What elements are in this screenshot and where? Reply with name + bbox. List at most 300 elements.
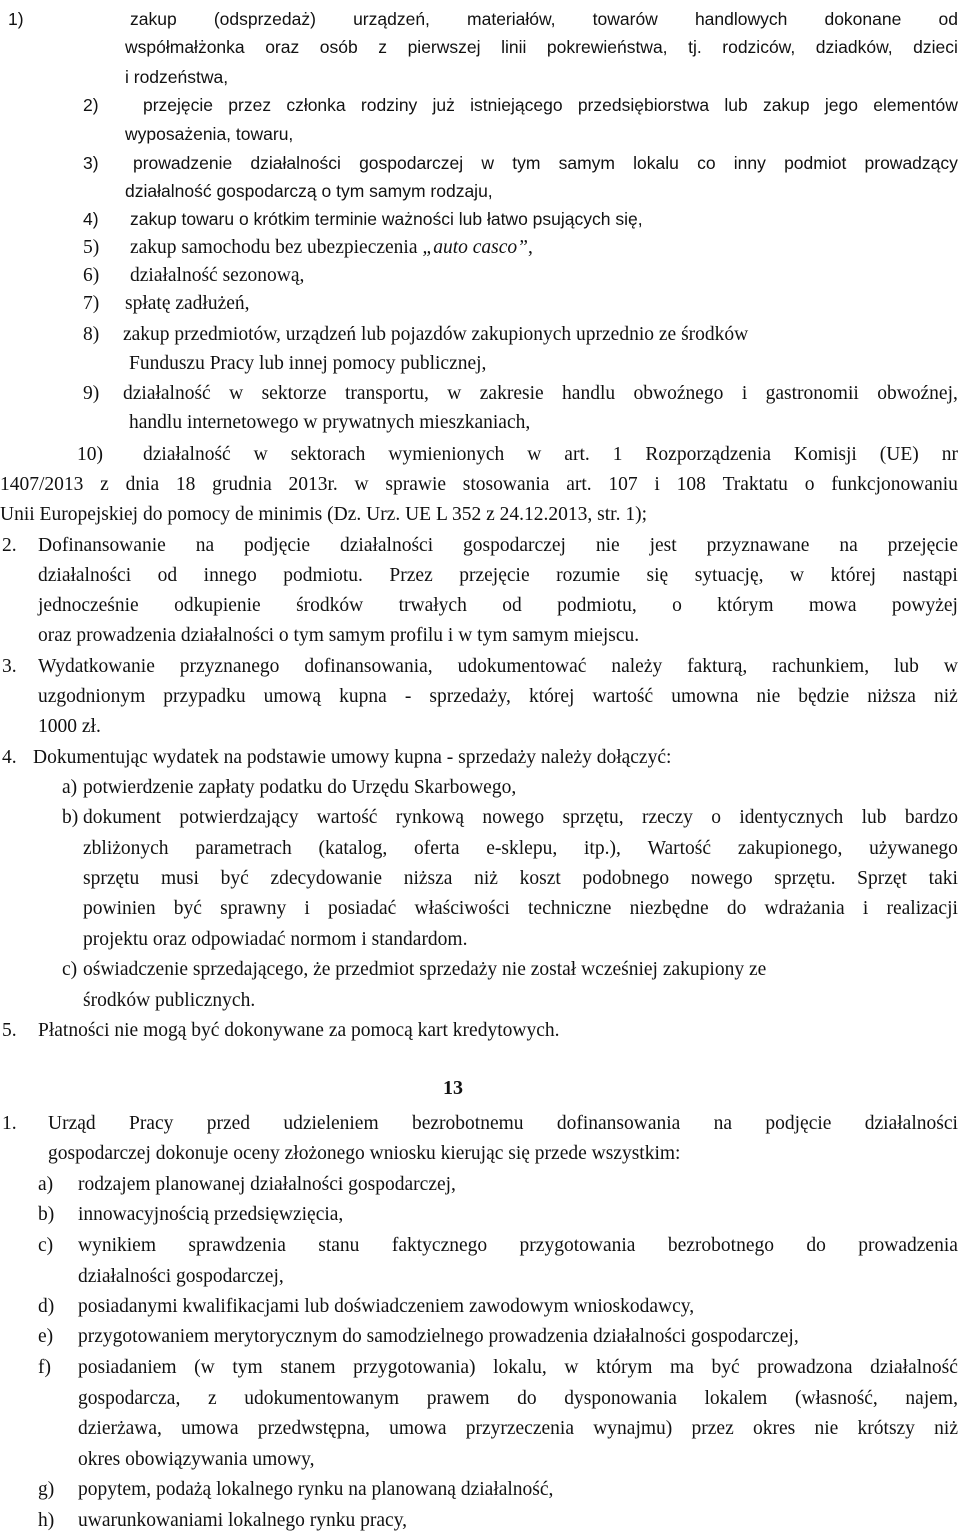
word: lokalu (633, 153, 679, 173)
word: w (564, 1357, 579, 1378)
word: ma (670, 1357, 694, 1378)
criterion-label: b) (38, 1204, 55, 1225)
word: wartość (592, 686, 654, 707)
word: dysponowania (564, 1388, 677, 1409)
word: przyznawane (706, 535, 810, 556)
subpoint-line (83, 803, 958, 833)
list-item-line: zakup towaru o krótkim terminie ważności lub łatwo psujących się, (130, 209, 643, 229)
word: zakresie (479, 383, 544, 404)
word: przyrzeczenia (465, 1418, 574, 1439)
word: 107 (608, 474, 638, 495)
word: nie (814, 1418, 839, 1439)
criterion-label: a) (38, 1174, 54, 1195)
word: o (672, 595, 682, 616)
word: samym (558, 153, 615, 173)
word: pierwszej (407, 37, 481, 57)
word: obwoźnego (633, 383, 724, 404)
word: (odsprzedaż) (213, 9, 316, 29)
criterion-line: działalności gospodarczej, (78, 1266, 284, 1287)
word: Dofinansowanie (38, 535, 166, 556)
word: współmałżonka (125, 37, 245, 57)
word: realizacji (886, 898, 958, 919)
list-item-line: Funduszu Pracy lub innej pomocy publicznej, (129, 353, 487, 374)
word: od (502, 595, 522, 616)
word: posiadaniem (78, 1357, 177, 1378)
list-item-line (125, 32, 958, 62)
word: prowadzenie (133, 153, 233, 173)
word: inny (733, 153, 766, 173)
word: (katalog, (318, 838, 388, 859)
subpoint-line (83, 894, 958, 924)
word: w (447, 383, 462, 404)
criterion-line (78, 1414, 958, 1444)
word: przejęcie (459, 565, 530, 586)
word: której (830, 565, 877, 586)
word: musi (161, 868, 199, 889)
word: gastronomii (765, 383, 859, 404)
word: dziadków, (815, 37, 893, 57)
word: w (229, 383, 244, 404)
word: do (806, 1235, 826, 1256)
word: taki (928, 868, 958, 889)
word: dzieci (913, 37, 958, 57)
word: wartość (316, 807, 378, 828)
word: być (711, 1357, 740, 1378)
word: sprzętu, (562, 807, 624, 828)
list-item-line: handlu internetowego w prywatnych mieszkaniach, (129, 412, 531, 433)
point-line: gospodarczej dokonuje oceny złożonego wniosku kierując się przede wszystkim: (48, 1143, 681, 1164)
word: zakup (762, 95, 810, 115)
criterion-label: d) (38, 1296, 55, 1317)
word: Przez (389, 565, 433, 586)
list-item-line (130, 233, 533, 263)
point-line (38, 591, 958, 621)
word: towarów (592, 9, 658, 29)
word: na (839, 535, 858, 556)
word: nastąpi (902, 565, 958, 586)
word: gospodarczej (359, 153, 464, 173)
word: co (697, 153, 716, 173)
criterion-line: posiadanymi kwalifikacjami lub doświadczeniem zawodowym wnioskodawcy, (78, 1296, 695, 1317)
word: dofinansowania, (304, 656, 433, 677)
word: rzeczy (642, 807, 693, 828)
subpoint-line: projektu oraz odpowiadać normom i standardom. (83, 929, 468, 950)
word: jest (649, 535, 677, 556)
word: przedsiębiorstwa (577, 95, 710, 115)
word: z (378, 37, 388, 57)
word: o (804, 474, 815, 495)
subpoint-line: oświadczenie sprzedającego, że przedmiot sprzedaży nie został wcześniej zakupiony ze (83, 959, 767, 980)
point-line: 1000 zł. (38, 716, 101, 737)
section-heading: 13 (443, 1077, 463, 1099)
word: powyżej (891, 595, 958, 616)
list-item-number: 2) (83, 95, 99, 115)
word: transportu, (344, 383, 429, 404)
list-item-number: 9) (83, 383, 100, 404)
point-line: Płatności nie mogą być dokonywane za pomocą kart kredytowych. (38, 1020, 560, 1041)
word: środków (296, 595, 364, 616)
word: niższa (403, 868, 453, 889)
word: członka (286, 95, 346, 115)
list-item-line (130, 4, 958, 34)
word: przez (691, 1418, 734, 1439)
word: na (713, 1113, 733, 1134)
word: nie (595, 535, 620, 556)
word: kupna (339, 686, 387, 707)
word: osób (319, 37, 358, 57)
word: sektorach (290, 444, 366, 465)
word: z (207, 1388, 217, 1409)
point-number: 2. (2, 535, 17, 556)
point-line (38, 652, 958, 682)
word: art. (566, 474, 592, 495)
word: - (404, 686, 412, 707)
word: działalności (864, 1113, 958, 1134)
word: lokalem (704, 1388, 768, 1409)
criterion-line (78, 1384, 958, 1414)
point-line (38, 531, 958, 561)
word: lub (893, 656, 919, 677)
word: umowa (389, 1418, 447, 1439)
subpoint-label: a) (62, 777, 78, 798)
word: obwoźnej, (877, 383, 958, 404)
point-number: 3. (2, 656, 17, 677)
word: techniczne (528, 898, 612, 919)
word: bezrobotnemu (411, 1113, 524, 1134)
word: dokument (83, 807, 161, 828)
word: bardzo (904, 807, 958, 828)
word: handlu (562, 383, 616, 404)
list-item-number: 7) (83, 293, 100, 314)
word: udokumentowanym (244, 1388, 400, 1409)
word: do (726, 898, 747, 919)
word: materiałów, (467, 9, 556, 29)
word: posiadać (328, 898, 397, 919)
word: się (646, 565, 669, 586)
word: elementów (873, 95, 958, 115)
word: przygotowania (519, 1235, 636, 1256)
word: sprzedaży, (429, 686, 511, 707)
word: (UE) (879, 444, 919, 465)
list-item-line: spłatę zadłużeń, (125, 293, 250, 314)
word: o (711, 807, 721, 828)
word: sprawny (220, 898, 287, 919)
word: i (741, 383, 748, 404)
word: trwałych (398, 595, 467, 616)
word: Rozporządzenia (645, 444, 772, 465)
criterion-line: innowacyjnością przedsięwzięcia, (78, 1204, 344, 1225)
word: podmiot (784, 153, 847, 173)
criterion-label: h) (38, 1510, 55, 1531)
word: niezbędne (629, 898, 709, 919)
word: przez (228, 95, 272, 115)
list-item-line (123, 379, 958, 409)
word: mowa (808, 595, 857, 616)
word: itp.), (584, 838, 621, 859)
word: sytuację, (694, 565, 764, 586)
word: najem, (905, 1388, 958, 1409)
word: koszt (519, 868, 561, 889)
word: identycznych (739, 807, 844, 828)
word: Komisji (793, 444, 857, 465)
word: właściwości (414, 898, 510, 919)
word: umową (263, 686, 322, 707)
point-line (38, 682, 958, 712)
word: grudnia (212, 474, 272, 495)
word: w (354, 474, 369, 495)
criterion-line: rodzajem planowanej działalności gospodarczej, (78, 1174, 456, 1195)
word: sprawie (385, 474, 447, 495)
point-line (38, 561, 958, 591)
word: powinien (83, 898, 156, 919)
word: Pracy (128, 1113, 174, 1134)
word: tym (232, 1357, 263, 1378)
word: nowego (482, 807, 545, 828)
word: podobnego (582, 868, 670, 889)
list-item-line (143, 440, 958, 470)
word: Sprzęt (857, 868, 907, 889)
point-number: 4. (2, 747, 17, 768)
word: na (195, 535, 215, 556)
word: rynkową (395, 807, 465, 828)
criterion-label: g) (38, 1479, 55, 1500)
word: przejęcie (143, 95, 214, 115)
word: od (938, 9, 958, 29)
list-item-number: 8) (83, 324, 100, 345)
word: dokonane (824, 9, 902, 29)
word: jego (824, 95, 858, 115)
word: bezrobotnego (667, 1235, 774, 1256)
list-item-line (143, 90, 958, 120)
word: przygotowania) (353, 1357, 476, 1378)
word: udzieleniem (283, 1113, 379, 1134)
word: udokumentować (457, 656, 587, 677)
subpoint-line (83, 834, 958, 864)
word: (własność, (794, 1388, 878, 1409)
word: 18 (175, 474, 196, 495)
word: działalności (340, 535, 434, 556)
word: umowna (671, 686, 739, 707)
word: e-sklepu, (486, 838, 558, 859)
word: od (157, 565, 178, 586)
list-item-line (133, 148, 958, 178)
word: Traktatu (722, 474, 788, 495)
subpoint-label: c) (62, 959, 78, 980)
criterion-label: c) (38, 1235, 54, 1256)
word: w (790, 565, 805, 586)
word: podjęcie (244, 535, 311, 556)
word: w (943, 656, 958, 677)
list-item-text: zakup samochodu bez ubezpieczenia (130, 237, 423, 258)
word: i (654, 474, 660, 495)
word: handlowych (694, 9, 788, 29)
word: istniejącego (470, 95, 563, 115)
word: do (517, 1388, 537, 1409)
word: nie (756, 686, 781, 707)
word: linii (501, 37, 527, 57)
word: sektorze (261, 383, 327, 404)
word: oraz (265, 37, 300, 57)
word: w (527, 444, 542, 465)
word: przed (206, 1113, 251, 1134)
word: prowadzenia (858, 1235, 958, 1256)
word: z (100, 474, 109, 495)
word: 108 (676, 474, 706, 495)
word: zdecydowanie (270, 868, 382, 889)
word: potwierdzający (179, 807, 299, 828)
criterion-label: e) (38, 1326, 54, 1347)
point-line (48, 1109, 958, 1139)
word: w (481, 153, 495, 173)
list-item-number: 1) (8, 9, 24, 29)
word: tj. (688, 37, 702, 57)
word: gospodarcza, (78, 1388, 181, 1409)
word: podmiotu. (283, 565, 363, 586)
word: niż (934, 1418, 958, 1439)
point-number: 5. (2, 1020, 17, 1041)
word: prawem (426, 1388, 490, 1409)
point-line: oraz prowadzenia działalności o tym samym profilu i w tym samym miejscu. (38, 625, 640, 646)
point-line: Dokumentując wydatek na podstawie umowy kupna - sprzedaży należy dołączyć: (33, 747, 672, 768)
word: nr (941, 444, 958, 465)
word: art. (564, 444, 590, 465)
word: przejęcie (887, 535, 958, 556)
word: działalność (143, 444, 231, 465)
word: lub (861, 807, 887, 828)
word: rozumie (556, 565, 621, 586)
list-item-number: 5) (83, 237, 100, 258)
word: zbliżonych (83, 838, 169, 859)
word: być (173, 898, 202, 919)
word: niż (934, 686, 958, 707)
word: przedwstępna, (257, 1418, 370, 1439)
list-item-line (0, 470, 958, 500)
word: pokrewieństwa, (546, 37, 668, 57)
word: stanem (280, 1357, 336, 1378)
word: używanego (869, 838, 958, 859)
word: należy (611, 656, 663, 677)
word: okres (752, 1418, 796, 1439)
list-item-line: i rodzeństwa, (125, 67, 229, 87)
word: wynikiem (78, 1235, 156, 1256)
word: sprzętu. (774, 868, 836, 889)
word: której (528, 686, 575, 707)
word: Wydatkowanie (38, 656, 155, 677)
word: wymienionych (388, 444, 505, 465)
word: którym (717, 595, 774, 616)
word: odkupienie (174, 595, 261, 616)
criterion-line: uwarunkowaniami lokalnego rynku pracy, (78, 1510, 408, 1531)
point-number: 1. (2, 1113, 17, 1134)
word: funkcjonowaniu (831, 474, 958, 495)
word: podmiotu, (557, 595, 637, 616)
word: lokalu, (493, 1357, 547, 1378)
word: przyznanego (179, 656, 280, 677)
word: wdrażania (764, 898, 845, 919)
criterion-line (78, 1353, 958, 1383)
word: i (862, 898, 869, 919)
word: tym (512, 153, 541, 173)
list-item-line: zakup przedmiotów, urządzeń lub pojazdów zakupionych uprzednio ze środków (123, 324, 749, 345)
list-item-line: Unii Europejskiej do pomocy de minimis (Dz. Urz. UE L 352 z 24.12.2013, str. 1); (0, 504, 648, 525)
criterion-line: przygotowaniem merytorycznym do samodzielnego prowadzenia działalności gospodarczej, (78, 1326, 799, 1347)
word: dzierżawa, (78, 1418, 162, 1439)
criterion-line (78, 1231, 958, 1261)
word: 1 (612, 444, 623, 465)
word: być (220, 868, 249, 889)
word: sprzętu (83, 868, 140, 889)
word: wynajmu) (593, 1418, 673, 1439)
word: działalności (250, 153, 341, 173)
word: faktycznego (391, 1235, 488, 1256)
word: zakupionego, (737, 838, 843, 859)
word: w (253, 444, 268, 465)
word: którym (596, 1357, 653, 1378)
word: Wartość (647, 838, 712, 859)
word: działalność (870, 1357, 958, 1378)
criterion-line: popytem, podażą lokalnego rynku na planowaną działalność, (78, 1479, 554, 1500)
word: przypadku (163, 686, 246, 707)
list-item-text: , (528, 237, 533, 258)
word: niż (474, 868, 498, 889)
word: urządzeń, (353, 9, 430, 29)
criterion-line: okres obowiązywania umowy, (78, 1449, 315, 1470)
word: umowa (181, 1418, 239, 1439)
word: rodziców, (722, 37, 796, 57)
word: już (432, 95, 455, 115)
subpoint-line (83, 864, 958, 894)
subpoint-line: środków publicznych. (83, 990, 256, 1011)
word: gospodarczej (463, 535, 566, 556)
word: działalność (123, 383, 211, 404)
word: sprawdzenia (188, 1235, 286, 1256)
word: rodziny (360, 95, 418, 115)
word: Urząd (48, 1113, 96, 1134)
list-item-line: działalność sezonową, (130, 265, 305, 286)
criterion-label: f) (38, 1357, 51, 1378)
word: (w (194, 1357, 215, 1378)
word: 1407/2013 (0, 474, 84, 495)
word: nowego (690, 868, 753, 889)
word: innego (203, 565, 257, 586)
word: prowadzona (757, 1357, 853, 1378)
list-item-number: 6) (83, 265, 100, 286)
list-item-line: wyposażenia, towaru, (125, 124, 294, 144)
list-item-line: działalność gospodarczą o tym samym rodzaju, (125, 181, 493, 201)
word: krótszy (857, 1418, 915, 1439)
word: podjęcie (765, 1113, 832, 1134)
word: stanu (318, 1235, 360, 1256)
word: lub (724, 95, 748, 115)
list-item-number: 3) (83, 153, 99, 173)
word: jednocześnie (38, 595, 139, 616)
word: prowadzący (864, 153, 958, 173)
word: oferta (414, 838, 460, 859)
word: fakturą, (687, 656, 748, 677)
word: dofinansowania (556, 1113, 681, 1134)
subpoint-label: b) (62, 807, 79, 828)
word: stosowania (462, 474, 550, 495)
subpoint-line: potwierdzenie zapłaty podatku do Urzędu Skarbowego, (83, 777, 517, 798)
word: zakup (130, 9, 177, 29)
list-item-number: 4) (83, 209, 99, 229)
word: będzie (798, 686, 850, 707)
word: uzgodnionym (38, 686, 146, 707)
word: parametrach (195, 838, 292, 859)
italic-term: „auto casco” (422, 237, 528, 258)
word: dnia (125, 474, 160, 495)
word: 2013r. (288, 474, 338, 495)
